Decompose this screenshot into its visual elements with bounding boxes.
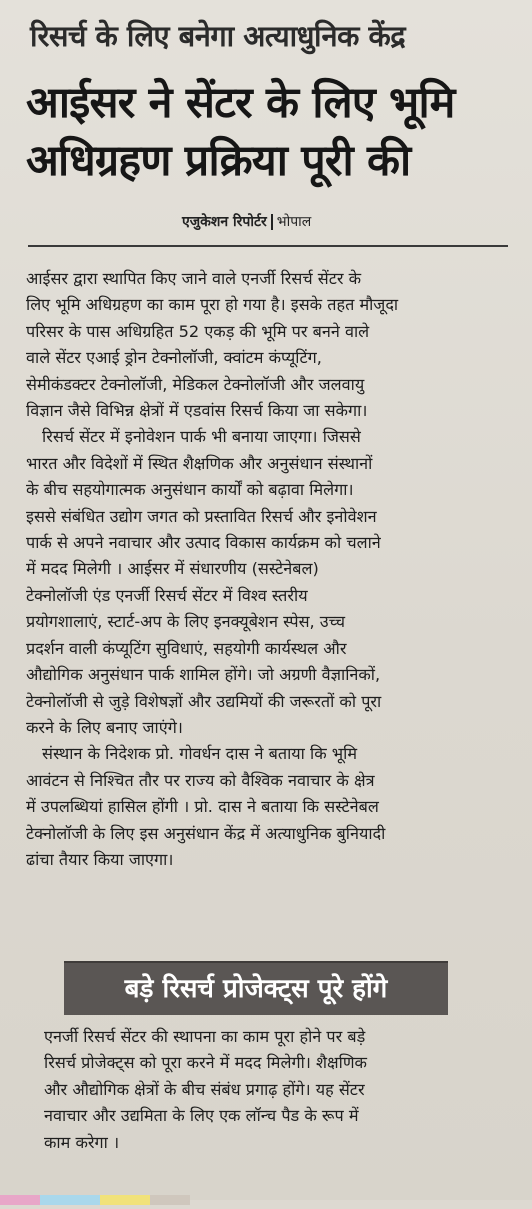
- article-kicker: रिसर्च के लिए बनेगा अत्याधुनिक केंद्र: [30, 19, 406, 53]
- text-line: संस्थान के निदेशक प्रो. गोवर्धन दास ने बताया कि भूमि: [42, 744, 358, 764]
- text-line: भारत और विदेशों में स्थित शैक्षणिक और अनुसंधान संस्थानों: [26, 453, 373, 473]
- divider-rule: [28, 245, 508, 247]
- closing-paragraph: [44, 1024, 504, 1156]
- text-line: और औद्योगिक क्षेत्रों के बीच संबंध प्रगाढ़ होंगे। यह सेंटर: [44, 1079, 365, 1099]
- article-headline: [26, 74, 516, 190]
- paragraph-3: [26, 741, 516, 873]
- text-line: ढांचा तैयार किया जाएगा।: [26, 849, 174, 869]
- text-line: औद्योगिक अनुसंधान पार्क शामिल होंगे। जो अग्रणी वैज्ञानिकों,: [26, 665, 381, 685]
- byline-reporter: एजुकेशन रिपोर्टर: [182, 214, 267, 230]
- text-line: में उपलब्धियां हासिल होंगी । प्रो. दास ने बताया कि सस्टेनेबल: [26, 797, 379, 817]
- article-body: [26, 266, 516, 873]
- text-line: आवंटन से निश्चित तौर पर राज्य को वैश्विक नवाचार के क्षेत्र: [26, 770, 375, 790]
- text-line: में मदद मिलेगी । आईसर में संधारणीय (सस्टेनेबल): [26, 559, 319, 579]
- text-line: आईसर द्वारा स्थापित किए जाने वाले एनर्जी रिसर्च सेंटर के: [26, 269, 362, 288]
- byline-city: भोपाल: [276, 214, 312, 230]
- print-color-strip: [0, 1190, 532, 1200]
- paragraph-2: [26, 424, 516, 741]
- text-line: टेक्नोलॉजी से जुड़े विशेषज्ञों और उद्यमियों की जरूरतों को पूरा: [26, 691, 382, 711]
- paragraph-1: [26, 266, 516, 424]
- subhead-banner: [64, 961, 448, 1015]
- text-line: रिसर्च प्रोजेक्ट्स को पूरा करने में मदद मिलेगी। शैक्षणिक: [44, 1053, 367, 1073]
- text-line: नवाचार और उद्यमिता के लिए एक लॉन्च पैड के रूप में: [44, 1106, 359, 1126]
- text-line: के बीच सहयोगात्मक अनुसंधान कार्यों को बढ़ावा मिलेगा।: [26, 480, 354, 500]
- headline-line: आईसर ने सेंटर के लिए भूमि: [26, 78, 455, 128]
- text-line: पार्क से अपने नवाचार और उत्पाद विकास कार्यक्रम को चलाने: [26, 533, 381, 553]
- text-line: सेमीकंडक्टर टेक्नोलॉजी, मेडिकल टेक्नोलॉजी और जलवायु: [26, 374, 365, 394]
- text-line: रिसर्च सेंटर में इनोवेशन पार्क भी बनाया जाएगा। जिससे: [42, 427, 361, 447]
- text-line: काम करेगा ।: [44, 1132, 120, 1152]
- subhead-title: बड़े रिसर्च प्रोजेक्ट्स पूरे होंगे: [124, 974, 388, 1004]
- text-line: टेक्नोलॉजी के लिए इस अनुसंधान केंद्र में अत्याधुनिक बुनियादी: [26, 823, 386, 843]
- text-line: वाले सेंटर एआई ड्रोन टेक्नोलॉजी, क्वांटम कंप्यूटिंग,: [26, 348, 322, 368]
- text-line: टेक्नोलॉजी एंड एनर्जी रिसर्च सेंटर में विश्व स्तरीय: [26, 585, 308, 605]
- text-line: लिए भूमि अधिग्रहण का काम पूरा हो गया है। इसके तहत मौजूदा: [26, 295, 399, 315]
- text-line: परिसर के पास अधिग्रहित 52 एकड़ की भूमि पर बनने वाले: [26, 321, 370, 341]
- text-line: एनर्जी रिसर्च सेंटर की स्थापना का काम पूरा होने पर बड़े: [44, 1027, 366, 1046]
- text-line: विज्ञान जैसे विभिन्न क्षेत्रों में एडवांस रिसर्च किया जा सकेगा।: [26, 401, 368, 421]
- text-line: प्रयोगशालाएं, स्टार्ट-अप के लिए इनक्यूबेशन स्पेस, उच्च: [26, 612, 346, 632]
- text-line: करने के लिए बनाए जाएंगे।: [26, 717, 183, 737]
- byline: [182, 212, 522, 231]
- byline-separator: [271, 214, 273, 230]
- text-line: प्रदर्शन वाली कंप्यूटिंग सुविधाएं, सहयोगी कार्यस्थल और: [26, 638, 347, 658]
- headline-line: अधिग्रहण प्रक्रिया पूरी की: [26, 136, 411, 186]
- text-line: इससे संबंधित उद्योग जगत को प्रस्तावित रिसर्च और इनोवेशन: [26, 506, 377, 526]
